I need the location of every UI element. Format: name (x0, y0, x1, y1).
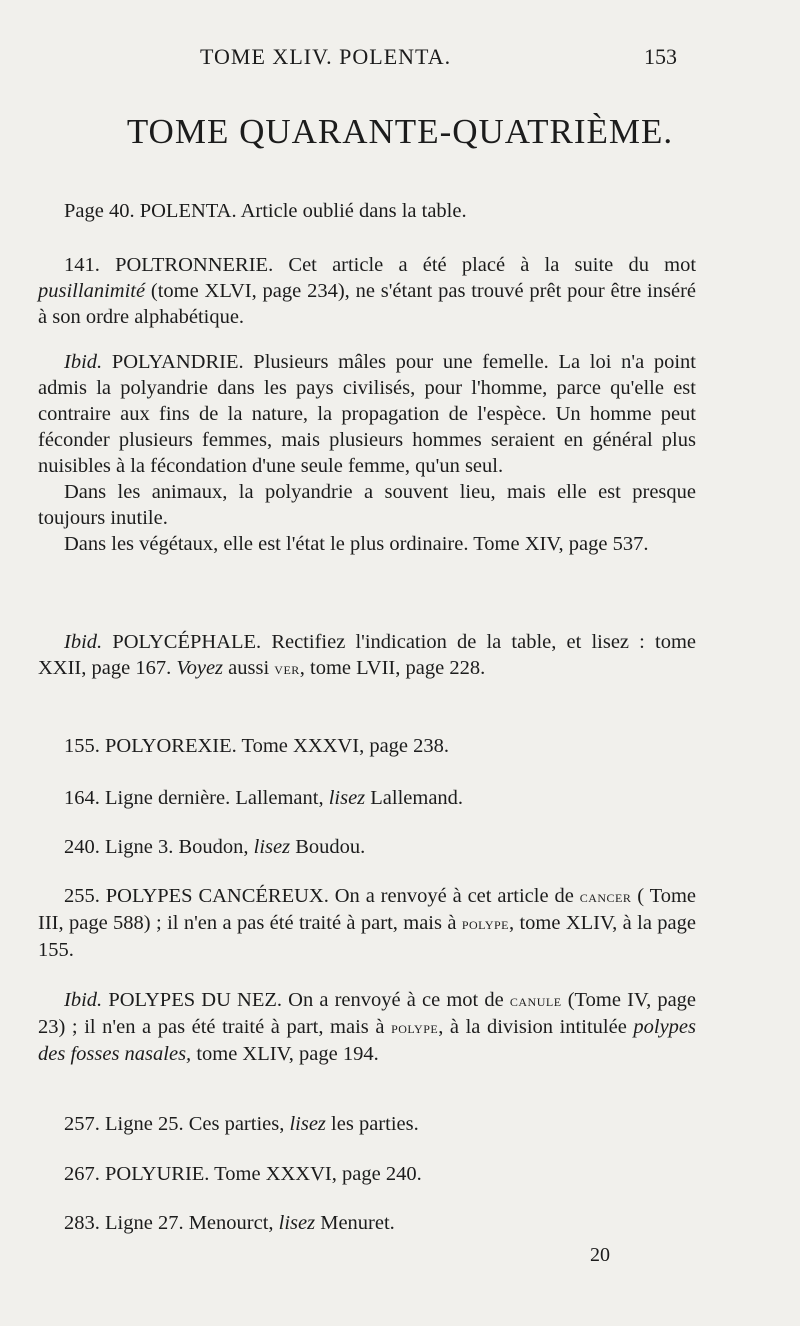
entry-text: aussi (228, 657, 270, 679)
entry-italic: lisez (289, 1113, 326, 1135)
entry-text: Boudou. (295, 836, 366, 858)
entry-poltronnerie (38, 252, 696, 330)
entry-lead: Page 40. POLENTA. (64, 200, 237, 222)
entry-italic: polypes des fosses nasales, (38, 1016, 697, 1065)
entry-lead: Ibid. (64, 351, 103, 373)
entry-text: tome XLIV, page 194. (196, 1043, 379, 1065)
entry-lead: 141. POLTRONNERIE. (64, 254, 274, 276)
entry-text: 155. POLYOREXIE. Tome XXXVI, page 238. (64, 735, 450, 757)
entry-text: POLYANDRIE. Plusieurs mâles pour une femelle. La loi n'a point admis la polyandrie dans les pays civilisés, pour l'homme, parce qu'elle est contraire aux fins de la nature, la propagation de l'espèce. Un homme peut féconder plusieurs femmes, mais plusieurs hommes seraient en général plus nuisibles à la fécondation d'une seule femme, qu'un seul. (38, 351, 696, 477)
entry-polypes-cancereux (38, 883, 696, 963)
entry-smallcaps: polype (461, 914, 509, 933)
entry-text: (Tome IV, page 23) ; il n'en a pas été traité à part, mais à (38, 989, 697, 1038)
entry-smallcaps: polype (391, 1018, 439, 1037)
entry-polypes-du-nez (38, 987, 696, 1067)
entry-polyurie (38, 1161, 696, 1187)
entry-line-257 (38, 1111, 696, 1137)
entry-lead: Ibid. (64, 989, 103, 1011)
entry-text: les parties. (331, 1113, 419, 1135)
entry-text: ( Tome III, page 588) ; il n'en a pas été traité à part, mais à (38, 885, 696, 934)
entry-smallcaps: canule (509, 991, 562, 1010)
entry-text: (tome XLVI, page 234), ne s'étant pas trouvé prêt pour être inséré à son ordre alphabétique. (38, 280, 697, 328)
entry-text: POLYPES DU NEZ. On a renvoyé à ce mot de (108, 989, 504, 1011)
entry-text: 283. Ligne 27. Menourct, (64, 1212, 274, 1234)
entry-text: 164. Ligne dernière. Lallemant, (64, 787, 324, 809)
entry-smallcaps: cancer (579, 887, 632, 906)
entry-polyandrie (38, 349, 696, 557)
entry-line-164 (38, 785, 696, 811)
entry-polenta (38, 198, 696, 224)
main-title: TOME QUARANTE-QUATRIÈME. (126, 112, 674, 151)
entry-text: Cet article a été placé à la suite du mot (288, 254, 697, 276)
entry-text: Menuret. (320, 1212, 395, 1234)
running-head: TOME XLIV. POLENTA. (200, 44, 452, 69)
entry-line-240 (38, 834, 696, 860)
entry-italic: pusillanimité (38, 280, 146, 302)
entry-text: 255. POLYPES CANCÉREUX. On a renvoyé à cet article de (64, 885, 574, 907)
entry-italic: Voyez (176, 657, 224, 679)
entry-smallcaps: ver (274, 659, 300, 678)
entry-text: Lallemand. (370, 787, 464, 809)
entry-paragraph: Dans les animaux, la polyandrie a souvent lieu, mais elle est presque toujours inutile. (38, 481, 696, 529)
entry-lead: Ibid. (64, 631, 103, 653)
entry-text: POLYCÉPHALE. Rectifiez l'indication de la table, et lisez : tome XXII, page 167. (38, 631, 696, 679)
entry-text: 257. Ligne 25. Ces parties, (64, 1113, 285, 1135)
entry-text: 240. Ligne 3. Boudon, (64, 836, 249, 858)
entry-italic: lisez (278, 1212, 316, 1234)
signature-mark: 20 (590, 1244, 610, 1266)
entry-italic: lisez (253, 836, 291, 858)
entry-polyorexie (38, 733, 696, 759)
entry-polycephale (38, 629, 696, 682)
entry-text: , tome LVII, page 228. (299, 657, 486, 679)
entry-italic: lisez (328, 787, 366, 809)
entry-text: , à la division intitulée (438, 1016, 627, 1038)
entry-paragraph: Dans les végétaux, elle est l'état le plus ordinaire. Tome XIV, page 537. (64, 533, 649, 555)
entry-text: Article oublié dans la table. (240, 200, 467, 222)
entry-line-283 (38, 1210, 696, 1236)
page-number: 153 (644, 44, 677, 69)
entry-text: , tome XLIV, à la page 155. (38, 912, 696, 961)
entry-text: 267. POLYURIE. Tome XXXVI, page 240. (64, 1163, 422, 1185)
